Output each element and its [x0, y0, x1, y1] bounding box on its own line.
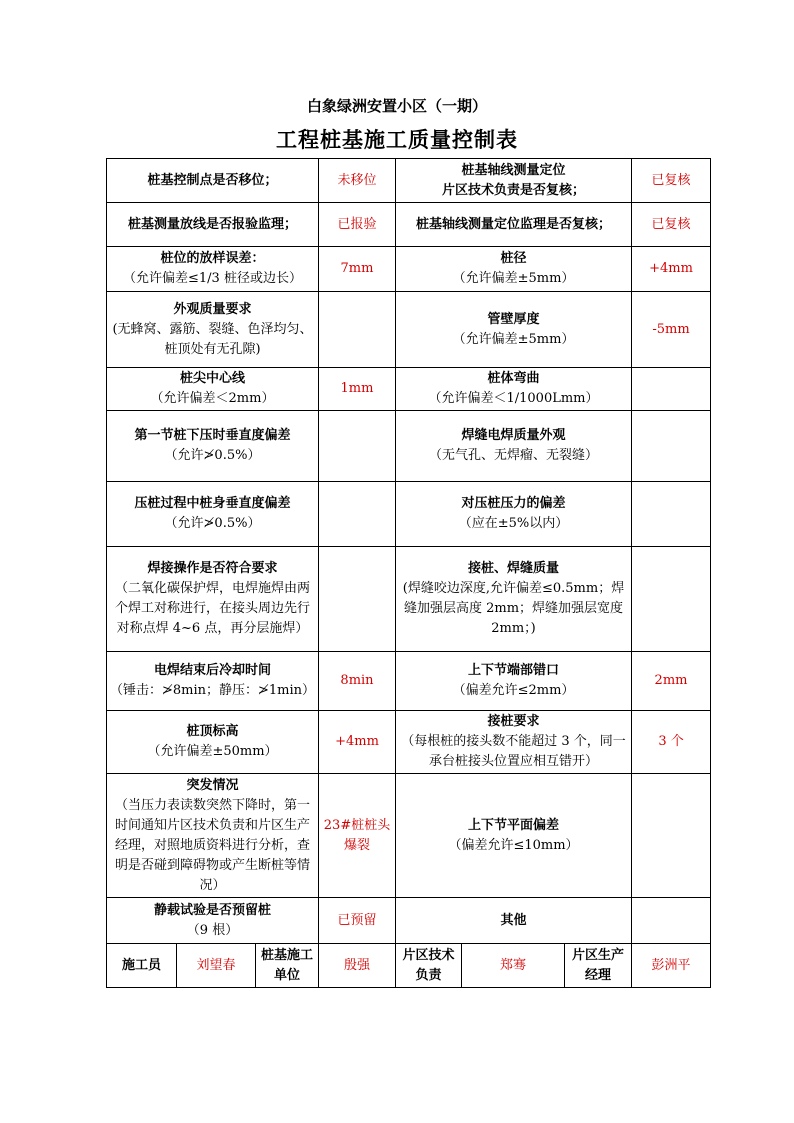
item-value[interactable]: 3 个	[632, 711, 711, 774]
item-label: 桩尖中心线 （允许偏差＜2mm）	[107, 368, 319, 411]
item-label: 静载试验是否预留桩 （9 根）	[107, 898, 319, 944]
item-label: 上下节平面偏差 （偏差允许≤10mm）	[396, 774, 632, 898]
item-label: 桩基控制点是否移位；	[107, 159, 319, 203]
item-label: 焊接操作是否符合要求 （二氧化碳保护焊，电焊施焊由两个焊工对称进行，在接头周边先行对称点焊 4~6 点，再分层施焊）	[107, 547, 319, 652]
item-label: 桩顶标高 （允许偏差±50mm）	[107, 711, 319, 774]
item-label: 桩径 （允许偏差±5mm）	[396, 247, 632, 292]
quality-control-table	[106, 158, 711, 988]
production-manager-label: 片区生产经理	[565, 944, 632, 988]
item-label: 焊缝电焊质量外观 （无气孔、无焊瘤、无裂缝）	[396, 411, 632, 482]
table-row	[107, 652, 711, 711]
item-value[interactable]: 未移位	[319, 159, 396, 203]
table-row	[107, 368, 711, 411]
item-label: 电焊结束后冷却时间 （锤击：≯8min；静压：≯1min）	[107, 652, 319, 711]
item-label: 桩位的放样误差： （允许偏差≤1/3 桩径或边长）	[107, 247, 319, 292]
production-manager-signature[interactable]: 彭洲平	[632, 944, 711, 988]
constructor-label: 施工员	[107, 944, 177, 988]
table-row	[107, 203, 711, 247]
contractor-signature[interactable]: 殷强	[319, 944, 396, 988]
item-label: 管壁厚度 （允许偏差±5mm）	[396, 292, 632, 368]
table-row	[107, 159, 711, 203]
tech-lead-signature[interactable]: 郑骞	[462, 944, 565, 988]
item-label: 第一节桩下压时垂直度偏差 （允许≯0.5%）	[107, 411, 319, 482]
item-label: 桩基轴线测量定位 片区技术负责是否复核；	[396, 159, 632, 203]
item-value[interactable]: 1mm	[319, 368, 396, 411]
item-value[interactable]: 已报验	[319, 203, 396, 247]
project-subtitle: 白象绿洲安置小区（一期）	[306, 97, 487, 115]
signature-row	[107, 944, 711, 988]
item-label: 压桩过程中桩身垂直度偏差 （允许≯0.5%）	[107, 482, 319, 547]
contractor-label: 桩基施工单位	[256, 944, 319, 988]
item-label: 桩基轴线测量定位监理是否复核；	[396, 203, 632, 247]
item-value[interactable]	[632, 898, 711, 944]
item-label: 桩体弯曲 （允许偏差＜1/1000Lmm）	[396, 368, 632, 411]
item-value[interactable]	[632, 368, 711, 411]
item-label: 接桩要求 （每根桩的接头数不能超过 3 个，同一承台桩接头位置应相互错开）	[396, 711, 632, 774]
item-value[interactable]: 已复核	[632, 203, 711, 247]
item-value[interactable]	[319, 482, 396, 547]
item-value[interactable]: 23#桩桩头爆裂	[319, 774, 396, 898]
item-value[interactable]	[632, 482, 711, 547]
item-value[interactable]	[632, 547, 711, 652]
item-label: 上下节端部错口 （偏差允许≤2mm）	[396, 652, 632, 711]
item-value[interactable]: 已预留	[319, 898, 396, 944]
item-value[interactable]	[632, 411, 711, 482]
item-label: 突发情况 （当压力表读数突然下降时，第一时间通知片区技术负责和片区生产经理，对照地质资料进行分析，查明是否碰到障碍物或产生断桩等情况）	[107, 774, 319, 898]
table-row	[107, 482, 711, 547]
table-row	[107, 711, 711, 774]
constructor-signature[interactable]: 刘望春	[177, 944, 256, 988]
item-label: 接桩、焊缝质量 (焊缝咬边深度,允许偏差≤0.5mm；焊缝加强层高度 2mm；焊缝加强层宽度 2mm；)	[396, 547, 632, 652]
item-value[interactable]	[632, 774, 711, 898]
item-label: 对压桩压力的偏差 （应在±5%以内）	[396, 482, 632, 547]
item-label: 其他	[396, 898, 632, 944]
item-value[interactable]	[319, 547, 396, 652]
table-row	[107, 547, 711, 652]
item-value[interactable]: +4mm	[632, 247, 711, 292]
table-row	[107, 898, 711, 944]
item-value[interactable]: 已复核	[632, 159, 711, 203]
item-value[interactable]: -5mm	[632, 292, 711, 368]
item-value[interactable]	[319, 411, 396, 482]
item-value[interactable]: 8min	[319, 652, 396, 711]
item-value[interactable]: 7mm	[319, 247, 396, 292]
item-label: 外观质量要求 (无蜂窝、露筋、裂缝、色泽均匀、桩顶处有无孔隙)	[107, 292, 319, 368]
table-row	[107, 411, 711, 482]
item-value[interactable]: +4mm	[319, 711, 396, 774]
tech-lead-label: 片区技术负责	[396, 944, 462, 988]
table-row	[107, 247, 711, 292]
item-value[interactable]: 2mm	[632, 652, 711, 711]
table-row	[107, 292, 711, 368]
form-title: 工程桩基施工质量控制表	[276, 127, 518, 152]
item-label: 桩基测量放线是否报验监理；	[107, 203, 319, 247]
table-row	[107, 774, 711, 898]
item-value[interactable]	[319, 292, 396, 368]
